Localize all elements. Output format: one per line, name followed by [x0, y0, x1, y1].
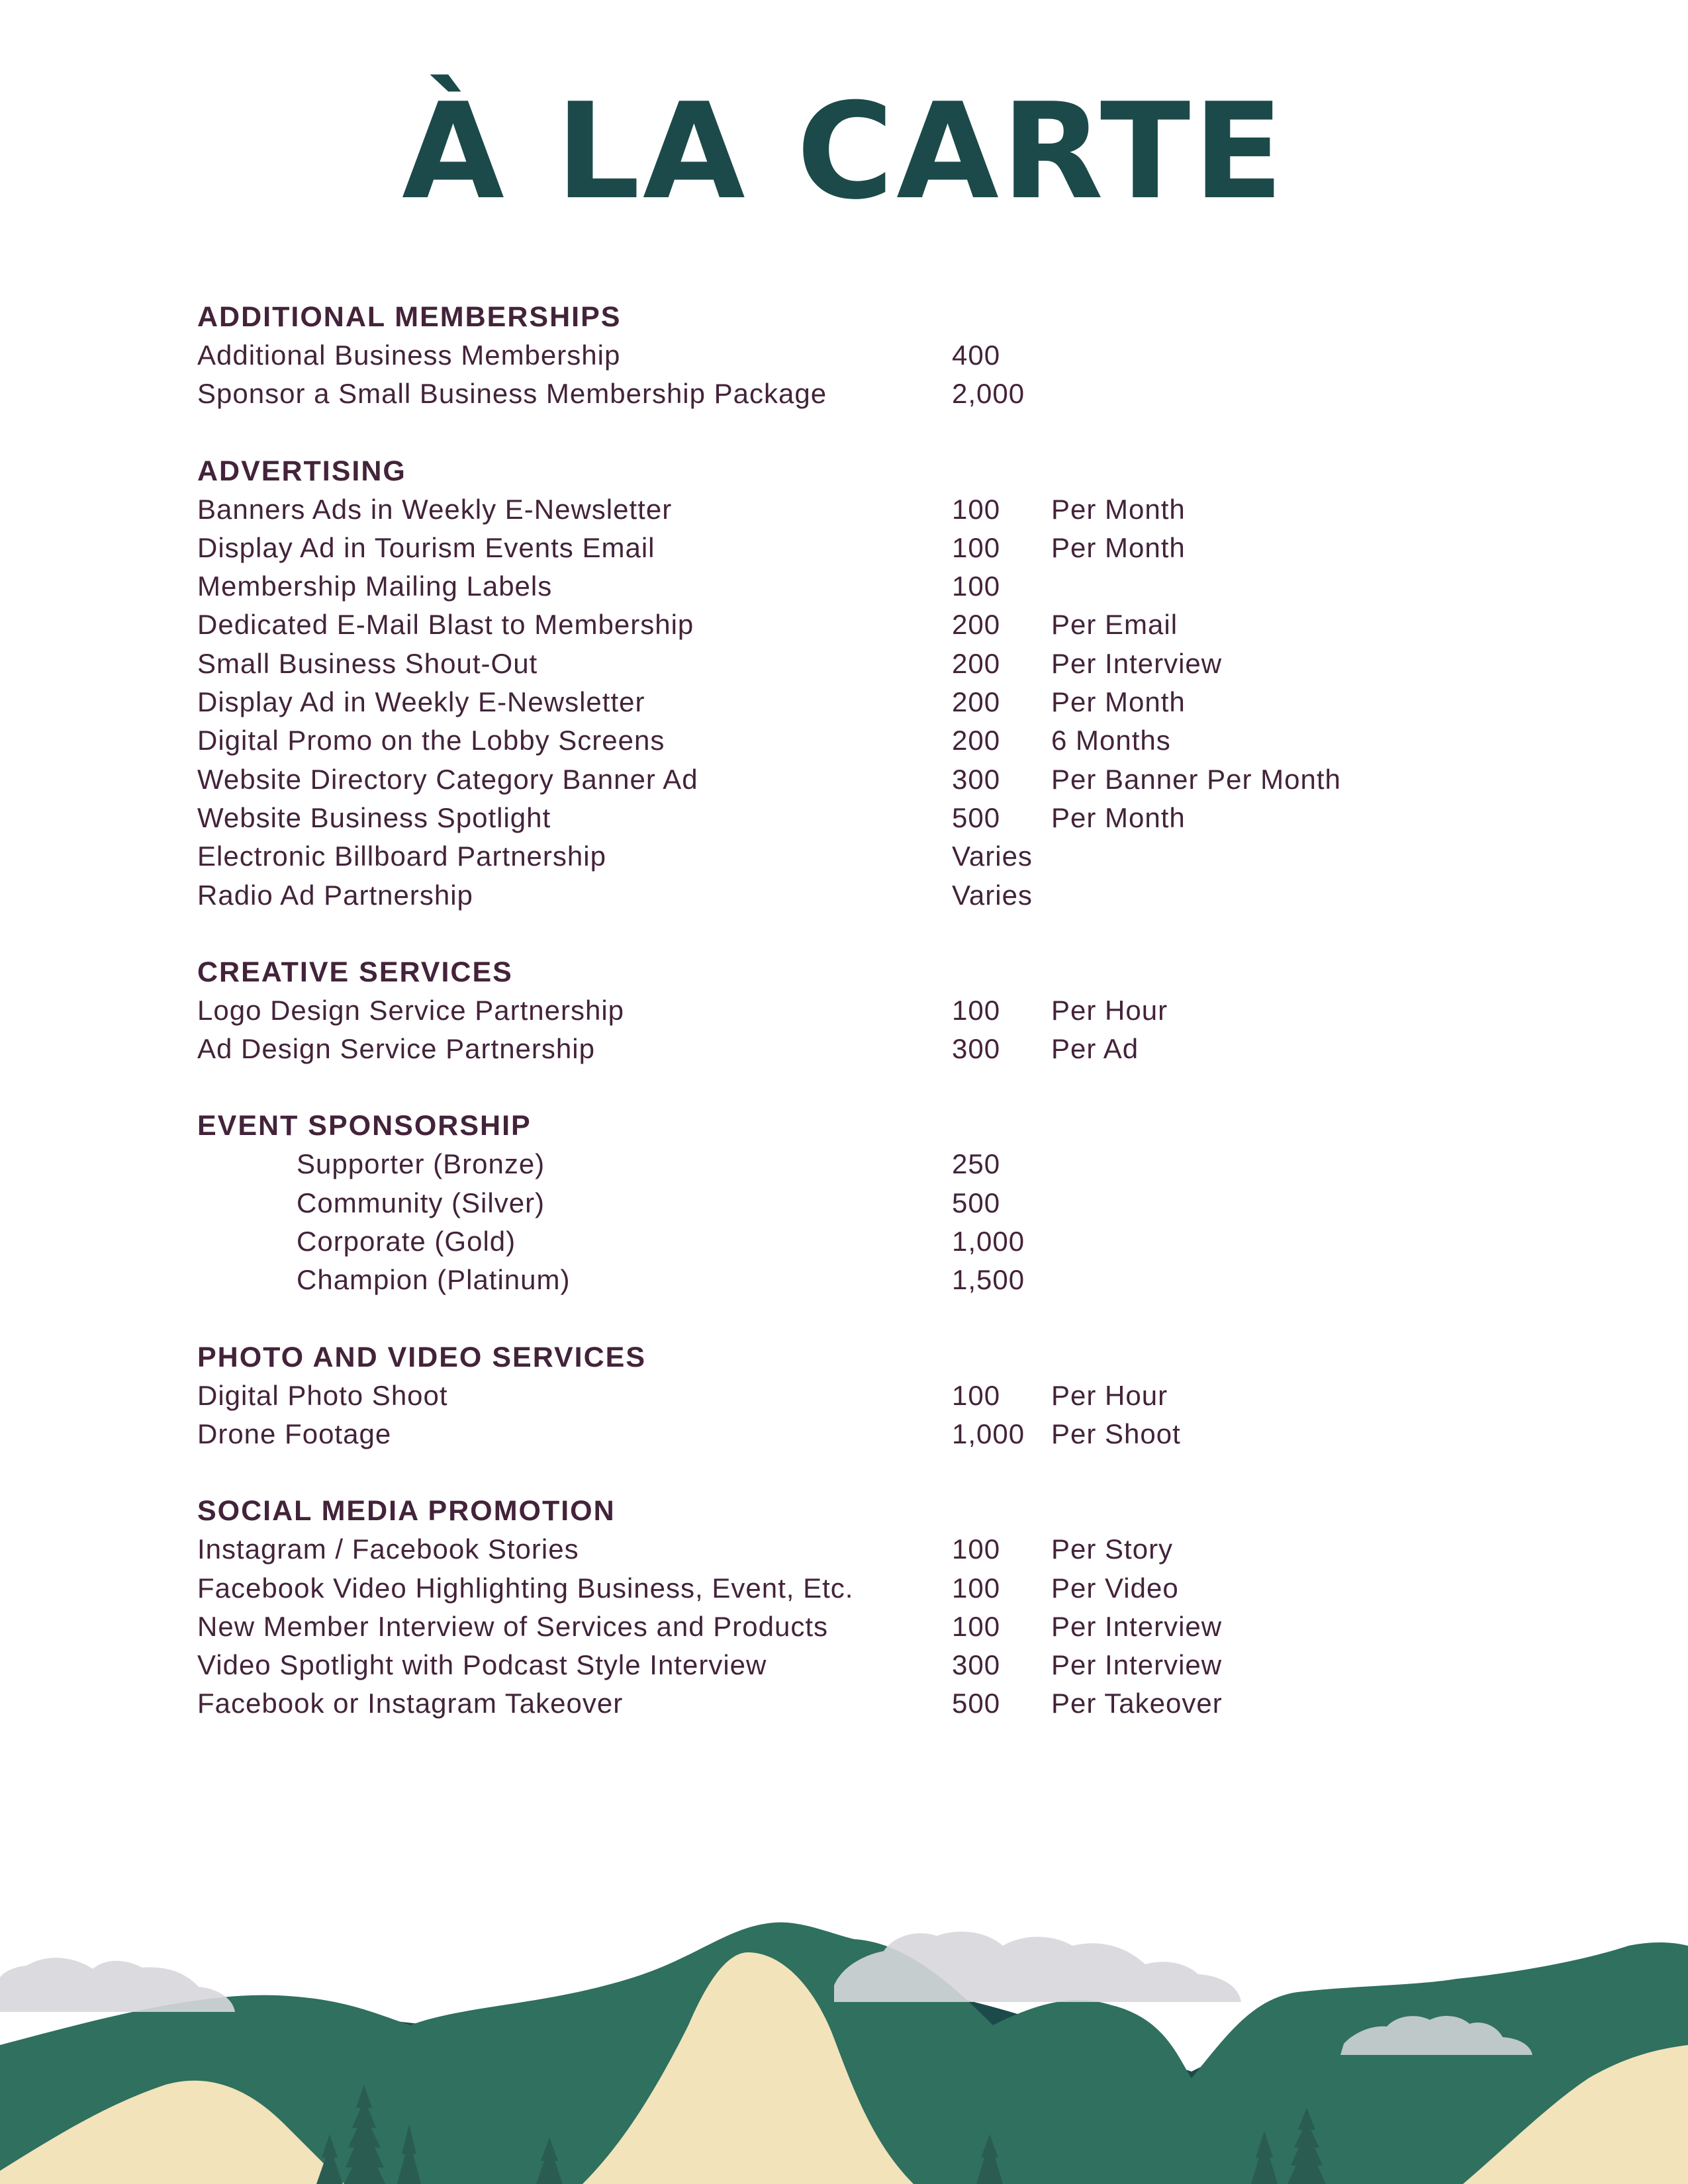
item-label: Banners Ads in Weekly E-Newsletter: [197, 493, 673, 525]
price-row: [197, 1608, 1521, 1646]
item-label: Logo Design Service Partnership: [197, 994, 625, 1026]
item-unit: 6 Months: [1051, 725, 1171, 756]
price-row: [197, 1569, 1521, 1608]
item-label: Electronic Billboard Partnership: [197, 841, 606, 872]
item-label: Display Ad in Tourism Events Email: [197, 531, 655, 563]
item-unit: Per Shoot: [1051, 1418, 1181, 1449]
item-price: 200: [952, 686, 1001, 718]
page-title: À LA CARTE: [402, 75, 1286, 229]
item-unit: Per Video: [1051, 1572, 1179, 1604]
price-row: [197, 1530, 1521, 1569]
price-row: [197, 336, 1521, 375]
item-unit: Per Ad: [1051, 1033, 1139, 1065]
item-unit: Per Month: [1051, 531, 1186, 563]
price-row: [197, 1261, 1521, 1299]
mountain-landscape-illustration: [0, 1906, 1688, 2184]
item-unit: Per Month: [1051, 686, 1186, 718]
price-row: [197, 490, 1521, 529]
item-price: Varies: [952, 879, 1033, 911]
item-unit: Per Hour: [1051, 994, 1168, 1026]
item-price: 300: [952, 763, 1001, 795]
item-price: 100: [952, 1572, 1001, 1604]
item-label: Sponsor a Small Business Membership Package: [197, 378, 827, 410]
item-unit: Per Hour: [1051, 1379, 1168, 1411]
price-row: [197, 606, 1521, 644]
item-label: Video Spotlight with Podcast Style Interview: [197, 1649, 767, 1681]
item-label: Champion (Platinum): [297, 1264, 571, 1296]
price-row: [197, 799, 1521, 837]
price-row: [197, 1415, 1521, 1453]
item-price: 100: [952, 1533, 1001, 1565]
item-price: 1,000: [952, 1418, 1025, 1449]
item-label: Additional Business Membership: [197, 340, 621, 371]
item-unit: Per Story: [1051, 1533, 1174, 1565]
section-heading: ADDITIONAL MEMBERSHIPS: [197, 301, 622, 333]
item-label: Website Directory Category Banner Ad: [197, 763, 698, 795]
item-label: Digital Promo on the Lobby Screens: [197, 725, 665, 756]
item-label: Drone Footage: [197, 1418, 392, 1449]
section-heading: EVENT SPONSORSHIP: [197, 1110, 532, 1142]
price-row: [197, 760, 1521, 799]
section: [197, 1492, 1521, 1723]
price-row: [197, 683, 1521, 721]
item-label: Radio Ad Partnership: [197, 879, 473, 911]
item-label: Display Ad in Weekly E-Newsletter: [197, 686, 645, 718]
item-label: Small Business Shout-Out: [197, 647, 538, 679]
price-row: [197, 529, 1521, 567]
item-label: Corporate (Gold): [297, 1226, 516, 1257]
item-price: 100: [952, 1379, 1001, 1411]
price-row: [197, 375, 1521, 413]
price-row: [197, 645, 1521, 683]
item-price: 400: [952, 340, 1001, 371]
item-price: 500: [952, 1688, 1001, 1719]
price-row: [197, 876, 1521, 915]
item-price: 200: [952, 725, 1001, 756]
price-row: [197, 567, 1521, 606]
item-label: Ad Design Service Partnership: [197, 1033, 595, 1065]
item-unit: Per Month: [1051, 801, 1186, 833]
item-label: Digital Photo Shoot: [197, 1379, 448, 1411]
price-row: [197, 1646, 1521, 1684]
item-label: Community (Silver): [297, 1187, 545, 1218]
price-row: [197, 1030, 1521, 1068]
price-row: [197, 1184, 1521, 1222]
price-row: [197, 837, 1521, 876]
item-label: New Member Interview of Services and Products: [197, 1610, 829, 1642]
section-heading: ADVERTISING: [197, 455, 406, 487]
section-heading: CREATIVE SERVICES: [197, 956, 513, 988]
item-price: 100: [952, 1610, 1001, 1642]
item-price: 300: [952, 1033, 1001, 1065]
item-price: 100: [952, 570, 1001, 602]
price-row: [197, 1377, 1521, 1415]
item-price: 1,500: [952, 1264, 1025, 1296]
item-unit: Per Takeover: [1051, 1688, 1223, 1719]
cloud-center: [834, 1932, 1241, 2002]
item-unit: Per Banner Per Month: [1051, 763, 1341, 795]
price-row: [197, 1222, 1521, 1261]
item-label: Membership Mailing Labels: [197, 570, 553, 602]
price-list: [197, 298, 1521, 1762]
item-unit: Per Month: [1051, 493, 1186, 525]
item-price: 200: [952, 609, 1001, 641]
price-row: [197, 991, 1521, 1030]
price-row: [197, 1145, 1521, 1183]
item-price: 200: [952, 647, 1001, 679]
item-unit: Per Interview: [1051, 1649, 1223, 1681]
section: [197, 953, 1521, 1069]
item-price: 300: [952, 1649, 1001, 1681]
section-heading: SOCIAL MEDIA PROMOTION: [197, 1495, 616, 1527]
item-price: 500: [952, 801, 1001, 833]
item-label: Website Business Spotlight: [197, 801, 551, 833]
section-heading: PHOTO AND VIDEO SERVICES: [197, 1341, 647, 1373]
item-price: Varies: [952, 841, 1033, 872]
item-label: Instagram / Facebook Stories: [197, 1533, 579, 1565]
price-row: [197, 721, 1521, 760]
price-row: [197, 1684, 1521, 1723]
item-price: 100: [952, 493, 1001, 525]
item-label: Supporter (Bronze): [297, 1148, 545, 1180]
item-label: Facebook or Instagram Takeover: [197, 1688, 624, 1719]
item-unit: Per Email: [1051, 609, 1178, 641]
item-price: 1,000: [952, 1226, 1025, 1257]
item-price: 100: [952, 994, 1001, 1026]
section: [197, 298, 1521, 414]
item-price: 500: [952, 1187, 1001, 1218]
section: [197, 452, 1521, 915]
cloud-left: [0, 1958, 235, 2012]
section: [197, 1338, 1521, 1454]
item-unit: Per Interview: [1051, 1610, 1223, 1642]
item-label: Facebook Video Highlighting Business, Event, Etc.: [197, 1572, 854, 1604]
section: [197, 1107, 1521, 1299]
item-price: 250: [952, 1148, 1001, 1180]
item-price: 2,000: [952, 378, 1025, 410]
item-label: Dedicated E-Mail Blast to Membership: [197, 609, 694, 641]
item-unit: Per Interview: [1051, 647, 1223, 679]
item-price: 100: [952, 531, 1001, 563]
